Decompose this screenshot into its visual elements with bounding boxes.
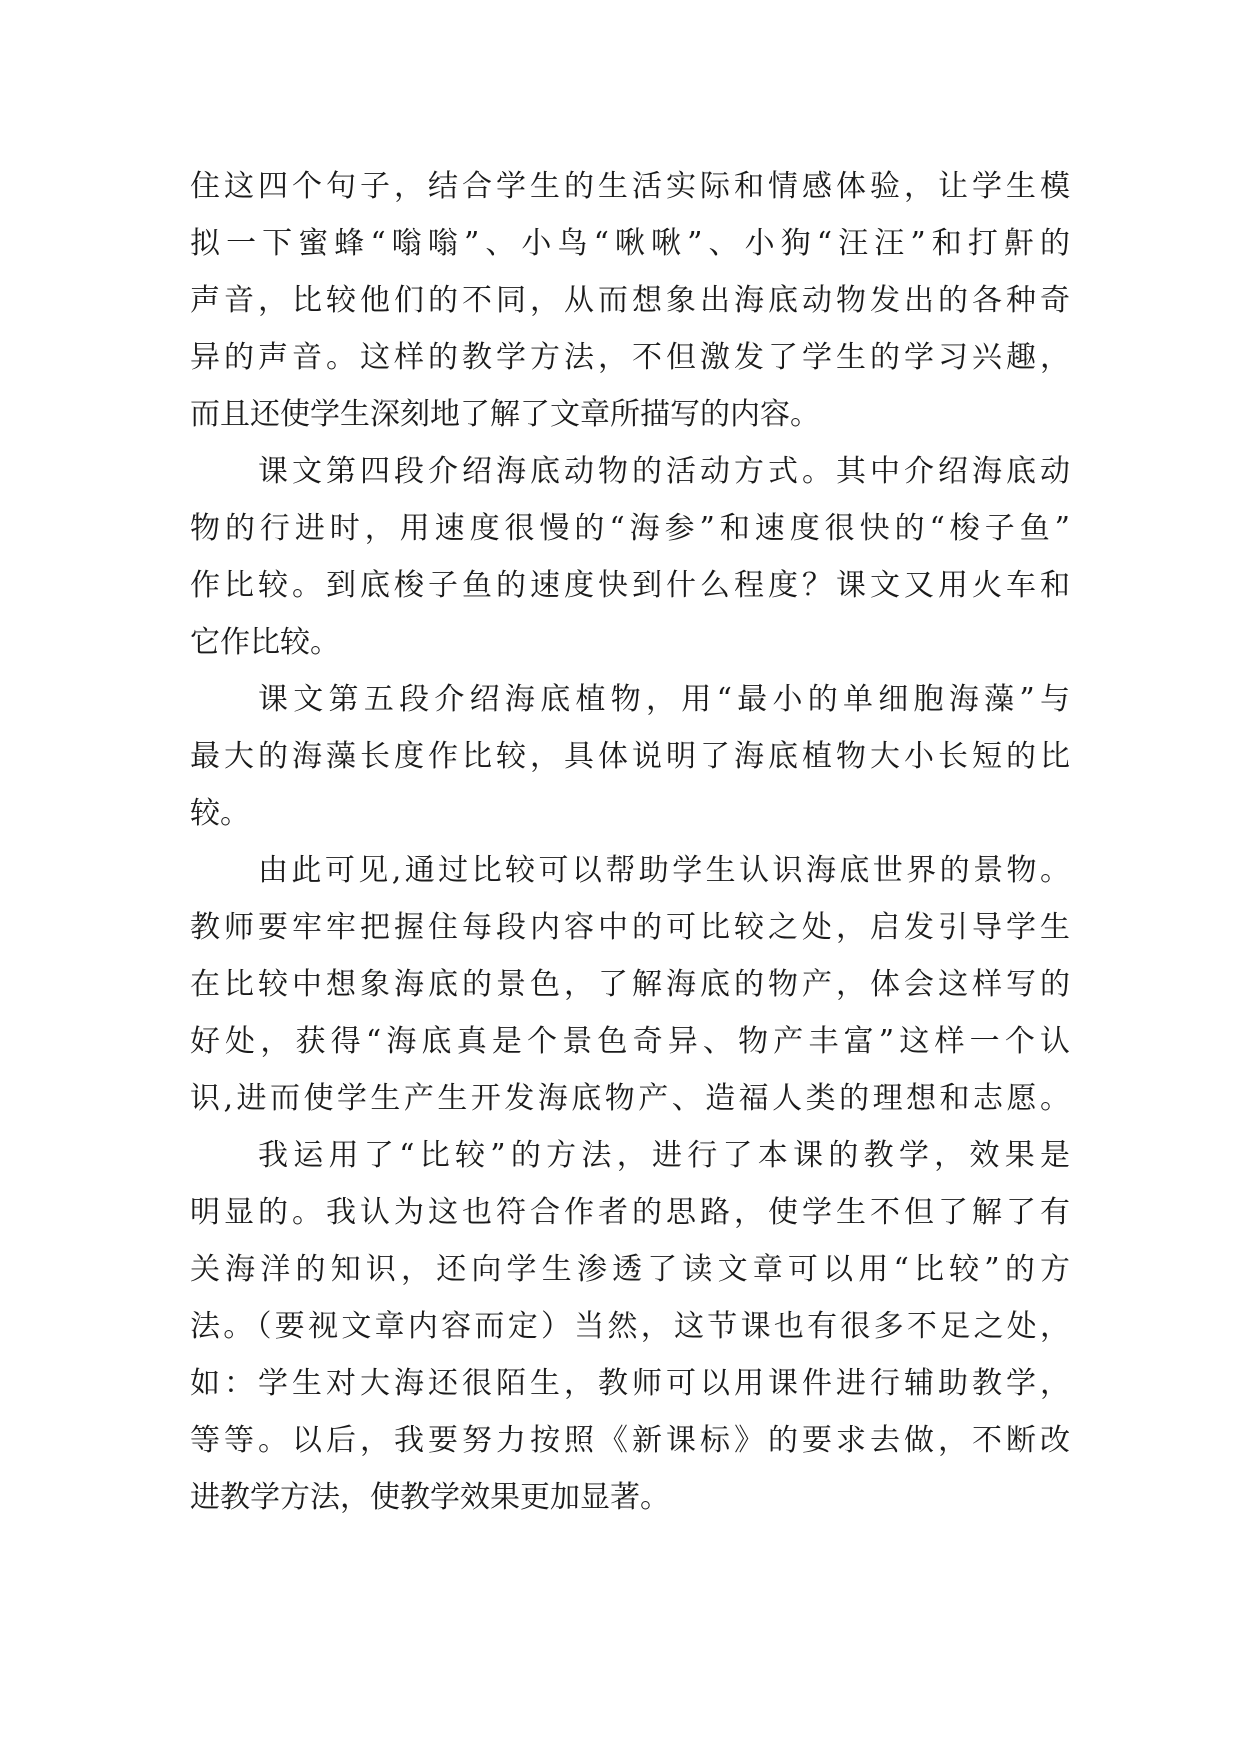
text-line: 好处，获得“海底真是个景色奇异、物产丰富”这样一个认 xyxy=(190,1024,1070,1059)
text-line: 课文第四段介绍海底动物的活动方式。其中介绍海底动 xyxy=(258,454,1070,489)
paragraph-3 xyxy=(190,671,1070,842)
text-line: 声音，比较他们的不同，从而想象出海底动物发出的各种奇 xyxy=(190,283,1070,318)
text-line: 物的行进时，用速度很慢的“海参”和速度很快的“梭子鱼” xyxy=(190,511,1070,546)
paragraph-4 xyxy=(190,842,1070,1127)
text-line: 异的声音。这样的教学方法，不但激发了学生的学习兴趣， xyxy=(190,340,1070,375)
text-line: 课文第五段介绍海底植物，用“最小的单细胞海藻”与 xyxy=(258,682,1070,717)
text-line: 在比较中想象海底的景色，了解海底的物产，体会这样写的 xyxy=(190,967,1070,1002)
text-line: 由此可见,通过比较可以帮助学生认识海底世界的景物。 xyxy=(258,853,1070,888)
text-line: 如：学生对大海还很陌生，教师可以用课件进行辅助教学， xyxy=(190,1366,1070,1401)
text-line: 进教学方法，使教学效果更加显著。 xyxy=(190,1480,670,1515)
text-line: 法。（要视文章内容而定）当然，这节课也有很多不足之处， xyxy=(190,1309,1070,1344)
text-line: 明显的。我认为这也符合作者的思路，使学生不但了解了有 xyxy=(190,1195,1070,1230)
text-line: 而且还使学生深刻地了解了文章所描写的内容。 xyxy=(190,397,820,432)
text-line: 我运用了“比较”的方法，进行了本课的教学，效果是 xyxy=(258,1138,1070,1173)
body-text xyxy=(190,158,1070,1526)
text-line: 关海洋的知识，还向学生渗透了读文章可以用“比较”的方 xyxy=(190,1252,1070,1287)
text-line: 最大的海藻长度作比较，具体说明了海底植物大小长短的比 xyxy=(190,739,1070,774)
text-line: 它作比较。 xyxy=(190,625,340,660)
text-line: 住这四个句子，结合学生的生活实际和情感体验，让学生模 xyxy=(190,169,1070,204)
text-line: 作比较。到底梭子鱼的速度快到什么程度？课文又用火车和 xyxy=(190,568,1070,603)
text-line: 教师要牢牢把握住每段内容中的可比较之处，启发引导学生 xyxy=(190,910,1070,945)
paragraph-5 xyxy=(190,1127,1070,1526)
paragraph-2 xyxy=(190,443,1070,671)
text-line: 识,进而使学生产生开发海底物产、造福人类的理想和志愿。 xyxy=(190,1081,1070,1116)
text-line: 拟一下蜜蜂“嗡嗡”、小鸟“啾啾”、小狗“汪汪”和打鼾的 xyxy=(190,226,1070,261)
text-line: 等等。以后，我要努力按照《新课标》的要求去做，不断改 xyxy=(190,1423,1070,1458)
text-line: 较。 xyxy=(190,796,250,831)
paragraph-1 xyxy=(190,158,1070,443)
